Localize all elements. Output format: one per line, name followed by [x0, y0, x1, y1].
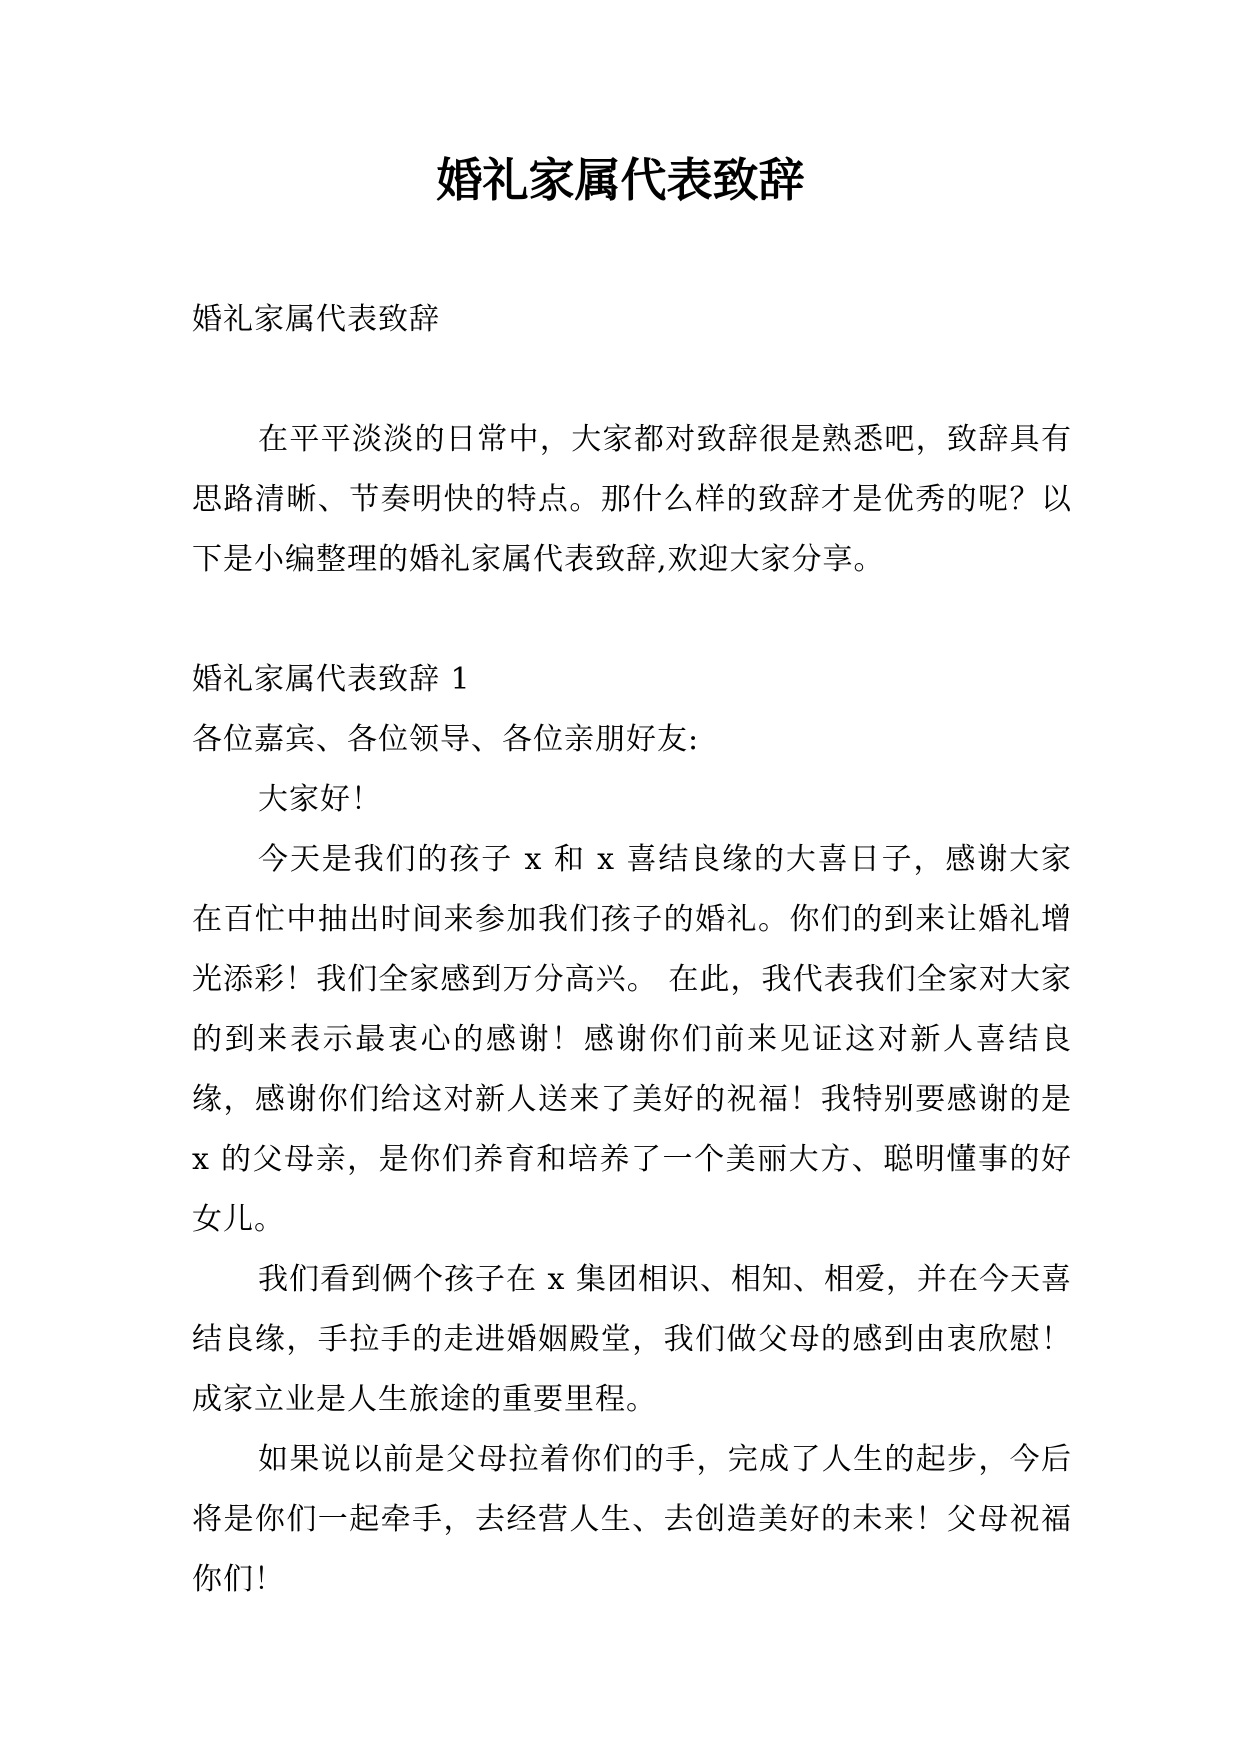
body-paragraph: 我们看到俩个孩子在 x 集团相识、相知、相爱，并在今天喜结良缘，手拉手的走进婚姻殿堂，我们做父母的感到由衷欣慰！成家立业是人生旅途的重要里程。	[192, 1262, 1072, 1417]
body-paragraph: 如果说以前是父母拉着你们的手，完成了人生的起步，今后将是你们一起牵手，去经营人生、去创造美好的未来！父母祝福你们！	[192, 1442, 1072, 1597]
salutation: 各位嘉宾、各位领导、各位亲朋好友:	[192, 722, 700, 757]
document-body	[192, 290, 1072, 1610]
body-paragraph: 今天是我们的孩子 x 和 x 喜结良缘的大喜日子，感谢大家在百忙中抽出时间来参加我们孩子的婚礼。你们的到来让婚礼增光添彩！我们全家感到万分高兴。 在此，我代表我们全家对大家的到来表示最衷心的感谢！感谢你们前来见证这对新人喜结良缘，感谢你们给这对新人送来了美好的祝福！我特别要感谢的是 x 的父母亲，是你们养育和培养了一个美丽大方、聪明懂事的好女儿。	[192, 842, 1072, 1237]
section-heading: 婚礼家属代表致辞 1	[192, 662, 471, 697]
document-title: 婚礼家属代表致辞	[436, 153, 805, 207]
intro-paragraph: 在平平淡淡的日常中，大家都对致辞很是熟悉吧，致辞具有思路清晰、节奏明快的特点。那什么样的致辞才是优秀的呢？以下是小编整理的婚礼家属代表致辞,欢迎大家分享。	[192, 422, 1072, 577]
greeting: 大家好！	[258, 782, 382, 817]
document-subtitle: 婚礼家属代表致辞	[192, 302, 440, 337]
